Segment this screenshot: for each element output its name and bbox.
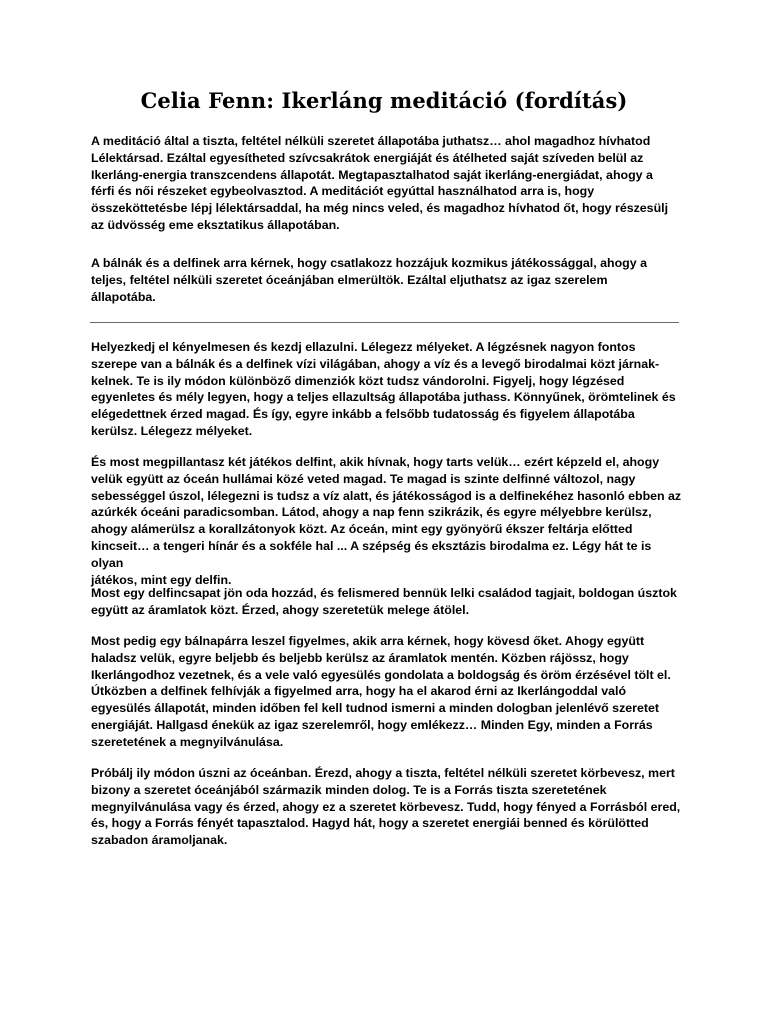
body-paragraph-3: Most egy delfincsapat jön oda hozzád, és felismered bennük lelki családod tagjait, boldogan úsztok együtt az áramlatok közt. Érzed, ahogy szeretetük melege átölel. <box>91 586 677 617</box>
section-divider <box>90 322 679 323</box>
page-title: Celia Fenn: Ikerláng meditáció (fordítás) <box>140 88 628 113</box>
intro-paragraph-1: A meditáció által a tiszta, feltétel nélküli szeretet állapotába juthatsz… ahol magadhoz hívhatod Lélektársad. Ezáltal egyesítheted szívcsakrátok energiáját és átélheted saját szíveden belül az Ikerláng-energia transzcendens állapotát. Megtapasztalhatod saját ikerláng-energiádat, ahogy a férfi és női részeket egybeolvasztod. A meditációt egyúttal használhatod arra is, hogy összeköttetésbe lépj lélektársaddal, ha még nincs veled, és magadhoz hívhatod őt, hogy részesülj az üdvösség eme eksztatikus állapotában. <box>91 134 669 232</box>
body-paragraph-1: Helyezkedj el kényelmesen és kezdj ellazulni. Lélegezz mélyeket. A légzésnek nagyon fontos szerepe van a bálnák és a delfinek vízi világában, ahogy a víz és a levegő birodalmai közt járnak- kelnek. Te is ily módon különböző dimenziók közt tudsz vándorolni. Figyelj, hogy légzésed egyenletes és mély legyen, hogy a teljes ellazultság állapotába juthass. Könnyűnek, örömtelinek és elégedettnek érzed magad. És így, egyre inkább a felsőbb tudatosság és figyelem állapotába kerülsz. Lélegezz mélyeket. <box>91 340 676 438</box>
body-paragraph-2: És most megpillantasz két játékos delfint, akik hívnak, hogy tarts velük… ezért képzeld el, ahogy velük együtt az óceán hullámai közé veted magad. Te magad is szinte delfinné változol, nagy sebességgel úszol, lélegezni is tudsz a víz alatt, és játékosságod is a delfinekéhez hasonló ebben az azúrkék óceáni paradicsomban. Látod, ahogy a nap fenn szikrázik, és egyre mélyebbre kerülsz, ahogy alámerülsz a korallzátonyok közt. Az óceán, mint egy gyönyörű ékszer feltárja előtted kincseit… a tengeri hínár és a sokféle hal ... A szépség és eksztázis birodalma ez. Légy hát te is olyan játékos, mint egy delfin. <box>91 455 682 587</box>
body-paragraph-5: Próbálj ily módon úszni az óceánban. Érezd, ahogy a tiszta, feltétel nélküli szeretet körbevesz, mert bizony a szeretet óceánjából származik minden dolog. Te is a Forrás tiszta szeretetének megnyilvánulása vagy és érzed, ahogy ez a szeretet körbevesz. Tudd, hogy fényed a Forrásból ered, és, hogy a Forrás fényét tapasztalod. Hagyd hát, hogy a szeretet energiái benned és körülötted szabadon áramoljanak. <box>91 766 681 848</box>
intro-paragraph-2: A bálnák és a delfinek arra kérnek, hogy csatlakozz hozzájuk kozmikus játékossággal, ahogy a teljes, feltétel nélküli szeretet óceánjában elmerültök. Ezáltal eljuthatsz az igaz szerelem állapotába. <box>91 256 647 304</box>
body-paragraph-4: Most pedig egy bálnapárra leszel figyelmes, akik arra kérnek, hogy kövesd őket. Ahogy együtt haladsz velük, egyre beljebb és beljebb kerülsz az áramlatok mentén. Közben rájössz, hogy Ikerlángodhoz vezetnek, és a vele való egyesülés gondolata a boldogság és öröm érzésével tölt el. Útközben a delfinek felhívják a figyelmed arra, hogy ha el akarod érni az Ikerlángoddal való egyesülés állapotát, minden időben fel kell tudnod ismerni a minden dologban jelenlévő szeretet energiáját. Hallgasd énekük az igaz szerelemről, hogy emlékezz… Minden Egy, minden a Forrás szeretetének a megnyilvánulása. <box>91 634 671 749</box>
